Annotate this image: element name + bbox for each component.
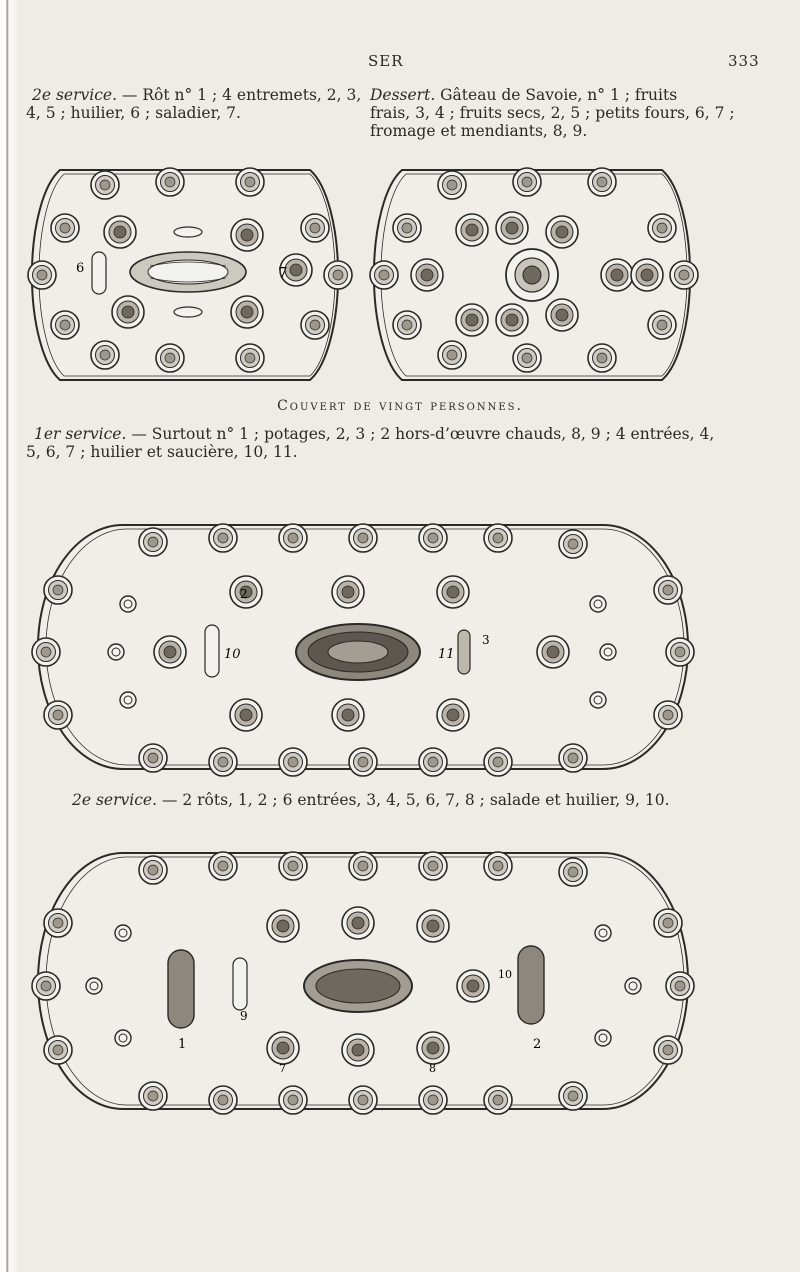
dessert-line1: Gâteau de Savoie, n° 1 ; fruits [435,86,678,104]
fig4-label-seven: 7 [279,1062,286,1075]
fig4-label-eight: 8 [429,1062,436,1075]
fig1-label-seven: 7 [278,264,288,282]
dessert-paragraph [370,86,735,140]
fig3-label-eleven: 11 [438,647,455,662]
fig4-label-nine: 9 [240,1009,248,1023]
second-service-top-paragraph [26,86,361,122]
second-service-top-line1: — Rôt n° 1 ; 4 entremets, 2, 3, [117,86,362,104]
fig3-label-ten: 10 [224,647,241,662]
fig4-label-ten: 10 [498,968,512,981]
running-head: SER [368,52,404,70]
dessert-line3: fromage et mendiants, 8, 9. [370,122,588,140]
first-service-line1: — Surtout n° 1 ; potages, 2, 3 ; 2 hors-d’œuvre chauds, 8, 9 ; 4 entrées, 4, [126,425,715,443]
first-service-paragraph [26,425,714,461]
fig1-label-six: 6 [76,261,85,276]
table-diagram-first-service [28,510,698,780]
table-diagram-second-service-large [28,838,698,1118]
table-diagram-dessert [362,140,702,390]
fig4-label-two: 2 [533,1037,542,1052]
second-service-top-line2: 4, 5 ; huilier, 6 ; saladier, 7. [26,104,241,122]
first-service-label: 1er service. [34,425,127,443]
fig3-label-three: 3 [482,633,490,647]
fig3-label-two: 2 [240,587,248,601]
second-service-top-label: 2e service. [32,86,117,104]
page-binding-edge [0,0,20,1272]
first-service-line2: 5, 6, 7 ; huilier et saucière, 10, 11. [26,443,298,461]
second-service-bottom-text: — 2 rôts, 1, 2 ; 6 entrées, 3, 4, 5, 6, 7, 8 ; salade et huilier, 9, 10. [157,791,670,809]
second-service-bottom-paragraph [72,791,670,809]
figure-caption: Couvert de vingt personnes. [277,398,523,414]
second-service-bottom-label: 2e service. [72,791,157,809]
fig4-label-one: 1 [178,1037,187,1052]
dessert-line2: frais, 3, 4 ; fruits secs, 2, 5 ; petits fours, 6, 7 ; [370,104,735,122]
page-number: 333 [728,52,760,70]
table-diagram-second-service-small [20,140,360,390]
dessert-label: Dessert. [370,86,436,104]
